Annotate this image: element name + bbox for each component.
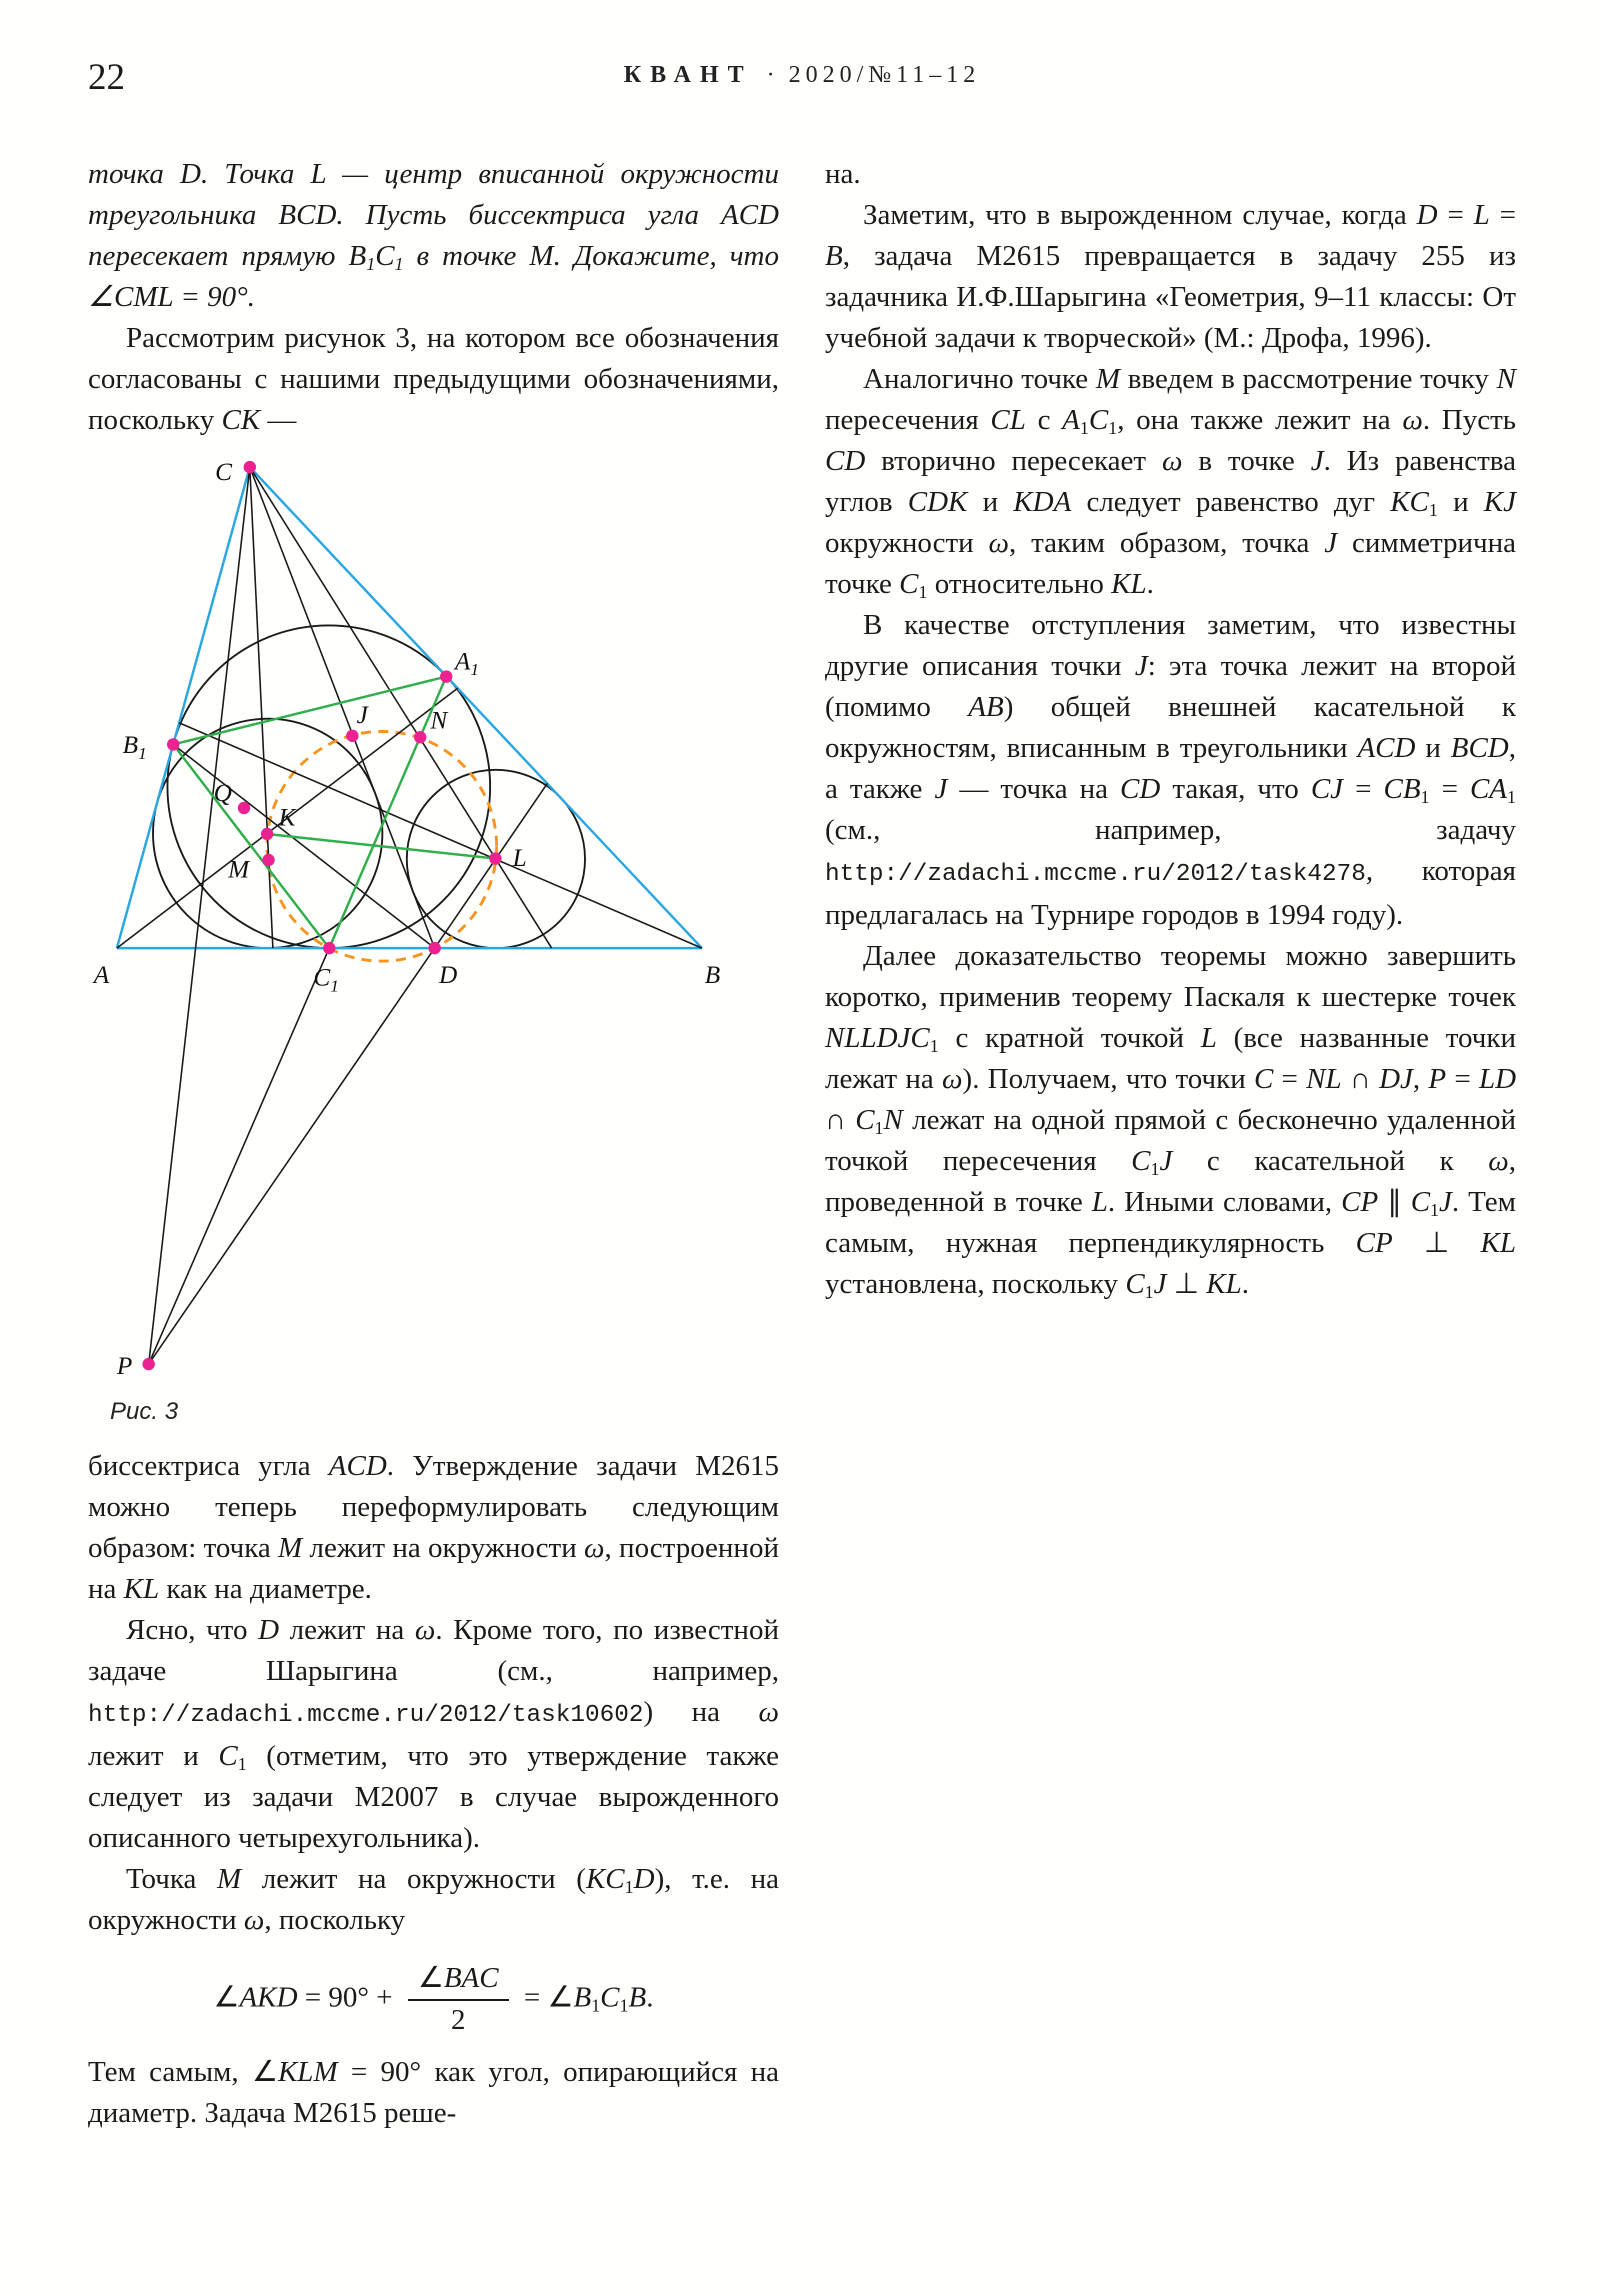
point-Q-dot xyxy=(238,802,250,814)
point-D-dot xyxy=(428,942,440,954)
point-M-dot xyxy=(262,854,274,866)
line-bisector-from-B xyxy=(179,723,702,948)
journal-name: КВАНТ xyxy=(623,62,753,88)
body-paragraph: биссектриса угла ACD. Утверждение задачи М2615 можно теперь переформулировать следующим образом: точка M лежит на окружности ω, построенной на KL как на диаметре. xyxy=(88,1449,780,1605)
right-column xyxy=(825,154,1516,2134)
label-C1: $C_1$ xyxy=(313,963,339,996)
line-line-C1P xyxy=(149,948,330,1364)
point-P-dot xyxy=(142,1358,154,1370)
figure-3-svg xyxy=(88,457,738,1389)
label-B: B xyxy=(704,960,721,989)
body-paragraph: Ясно, что D лежит на ω. Кроме того, по известной задаче Шарыгина (см., например, http://zadachi.mccme.ru/2012/task10602) на ω лежит и $C_1$ (отметим, что это утверждение также следует из задачи М2007 в случае вырожденного описанного четырехугольника). xyxy=(88,1613,779,1854)
line-line-CL xyxy=(250,467,552,948)
page-number: 22 xyxy=(88,57,125,98)
separator-dot: · xyxy=(766,62,775,88)
body-paragraph: Заметим, что в вырожденном случае, когда D = L = B, задача М2615 превращается в задачу 255 из задачника И.Ф.Шарыгина «Геометрия, 9–11 классы: От учебной задачи к творческой» (М.: Дрофа, 1996). xyxy=(825,199,1517,354)
label-C: C xyxy=(215,458,232,487)
point-L-dot xyxy=(489,852,501,864)
point-C1-dot xyxy=(323,942,335,954)
point-C-dot xyxy=(244,461,256,473)
body-paragraph: Тем самым, ∠KLM = 90° как угол, опирающийся на диаметр. Задача М2615 реше- xyxy=(88,2056,780,2130)
line-line-CP xyxy=(149,467,250,1364)
label-B1: $B_1$ xyxy=(122,731,147,763)
label-A: A xyxy=(93,960,110,989)
label-L: L xyxy=(512,843,527,872)
point-K-dot xyxy=(261,828,273,840)
line-segment-B1C1 xyxy=(173,744,329,948)
body-paragraph: Точка M лежит на окружности $(KC_1D)$, т.е. на окружности ω, поскольку xyxy=(88,1862,779,1936)
display-formula: ∠AKD = 90° + $\frac{\text{∠BAC}}{2}$ = $\angle B_1C_1B$. xyxy=(213,1961,654,2036)
label-M: M xyxy=(228,855,250,884)
point-A1-dot xyxy=(440,670,452,682)
label-A1: $A_1$ xyxy=(454,647,479,680)
label-P: P xyxy=(116,1352,133,1381)
point-B1-dot xyxy=(167,738,179,750)
left-column xyxy=(88,154,779,2134)
label-K: K xyxy=(278,803,296,832)
label-D: D xyxy=(438,960,458,989)
geometry-diagram xyxy=(88,457,779,1389)
body-paragraph: Рассмотрим рисунок 3, на котором все обозначения согласованы с нашими предыдущими обозначениями, поскольку CK — xyxy=(88,322,779,436)
label-J: J xyxy=(356,700,368,729)
label-N: N xyxy=(430,706,448,735)
point-N-dot xyxy=(414,731,426,743)
journal-issue: 2020/№11–12 xyxy=(788,62,981,88)
line-line-DP xyxy=(149,948,435,1364)
problem-statement: точка D. Точка L — центр вписанной окружности треугольника BCD. Пусть биссектриса угла ACD пересекает прямую $B_1C_1$ в точке M. Докажите, что ∠CML = 90°. xyxy=(88,158,779,313)
figure-caption: Рис. 3 xyxy=(110,1397,179,1425)
line-bisector-ACD xyxy=(250,467,273,948)
body-paragraph: В качестве отступления заметим, что известны другие описания точки J: эта точка лежит на второй (помимо AB) общей внешней касательной к окружностям, вписанным в треугольники ACD и BCD, а также J — точка на CD такая, что CJ = $CB_1 = CA_1$ (см., например, задачу http://zadachi.mccme.ru/2012/task4278, которая предлагалась на Турнире городов в 1994 году). xyxy=(825,609,1517,931)
figure-3 xyxy=(88,457,779,1432)
journal-masthead xyxy=(88,52,1516,89)
body-paragraph: на. xyxy=(825,158,861,190)
body-paragraph: Аналогично точке M введем в рассмотрение точку N пересечения CL с $A_1C_1$, она также лежит на ω. Пусть CD вторично пересекает ω в точке J. Из равенства углов CDK и KDA следует равенство дуг $KC_1$ и KJ окружности ω, таким образом, точка J симметрична точке $C_1$ относительно KL. xyxy=(825,363,1516,603)
point-J-dot xyxy=(346,730,358,742)
body-paragraph: Далее доказательство теоремы можно завершить коротко, применив теорему Паскаля к шестерке точек $NLLDJC_1$ с кратной точкой L (все названные точки лежат на ω). Получаем, что точки C = NL ∩ DJ, P = LD ∩ $C_1N$ лежат на одной прямой с бесконечно удаленной точкой пересечения $C_1J$ с касательной к ω, проведенной в точке L. Иными словами, CP ∥ $C_1J$. Тем самым, нужная перпендикулярность CP ⊥ KL установлена, поскольку $C_1J$ ⊥ KL. xyxy=(825,940,1517,1303)
page-header xyxy=(88,52,1516,130)
two-column-body xyxy=(88,154,1516,2134)
label-Q: Q xyxy=(213,778,232,807)
